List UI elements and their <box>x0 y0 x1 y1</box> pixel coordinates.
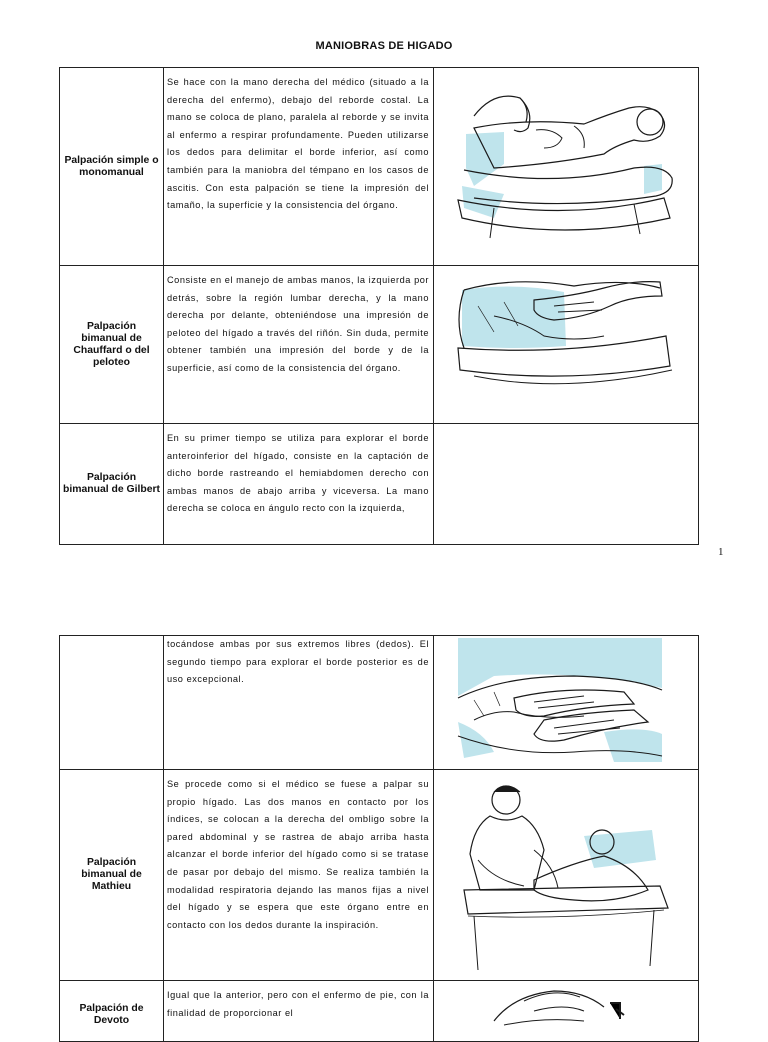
maneuver-name: Palpación bimanual de Gilbert <box>60 424 164 545</box>
maneuver-name: Palpación bimanual de Chauffard o del peloteo <box>60 266 164 424</box>
maneuver-description: Se hace con la mano derecha del médico (situado a la derecha del enfermo), debajo del reborde costal. La mano se coloca de plano, paralela al reborde y se invita al enfermo a respirar profundamente. Pueden utilizarse los dedos para delimitar el borde inferior, así como también para la maniobra del témpano en los casos de ascitis. Con esta palpación se tiene la impresión del tamaño, la superficie y la consistencia del órgano. <box>164 68 434 266</box>
maneuvers-table-page-1 <box>59 67 699 545</box>
maneuver-name: Palpación bimanual de Mathieu <box>60 770 164 981</box>
table-row <box>60 266 699 424</box>
monomanual-palpation-illustration <box>434 68 699 266</box>
page-number: 1 <box>718 546 724 558</box>
empty-image-cell <box>434 424 699 545</box>
gilbert-palpation-illustration <box>434 636 699 770</box>
maneuver-description: tocándose ambas por sus extremos libres (dedos). El segundo tiempo para explorar el borde posterior es de uso excepcional. <box>164 636 434 770</box>
table-row <box>60 424 699 545</box>
maneuver-description: En su primer tiempo se utiliza para explorar el borde anteroinferior del hígado, consiste en la captación de dicho borde rastreando el hemiabdomen derecho con ambas manos de abajo arriba y viceversa. La mano derecha se coloca en ángulo recto con la izquierda, <box>164 424 434 545</box>
maneuver-description: Consiste en el manejo de ambas manos, la izquierda por detrás, sobre la región lumbar derecha, y la mano derecha por delante, obteniéndose una impresión de peloteo del hígado a través del riñón. Sin duda, permite obtener también una impresión del borde y de la superficie, así como de la consistencia del órgano. <box>164 266 434 424</box>
devoto-palpation-illustration <box>434 981 699 1042</box>
maneuver-name: Palpación de Devoto <box>60 981 164 1042</box>
table-row <box>60 981 699 1042</box>
table-row <box>60 770 699 981</box>
table-row <box>60 68 699 266</box>
maneuver-name: Palpación simple o monomanual <box>60 68 164 266</box>
document-title: MANIOBRAS DE HIGADO <box>315 40 453 52</box>
mathieu-palpation-illustration <box>434 770 699 981</box>
maneuver-description: Se procede como si el médico se fuese a palpar su propio hígado. Las dos manos en contacto por los índices, se colocan a la derecha del ombligo sobre la pared abdominal y se rastrea de abajo arriba hasta alcanzar el borde inferior del hígado como si se tratase de pasar por debajo del mismo. Se realiza también la modalidad respiratoria dejando las manos fijas a nivel del hígado y se espera que este órgano entre en contacto con los dedos durante la inspiración. <box>164 770 434 981</box>
table-row <box>60 636 699 770</box>
maneuvers-table-page-2 <box>59 635 699 1042</box>
chauffard-palpation-illustration <box>434 266 699 424</box>
maneuver-description: Igual que la anterior, pero con el enfermo de pie, con la finalidad de proporcionar el <box>164 981 434 1042</box>
maneuver-name <box>60 636 164 770</box>
